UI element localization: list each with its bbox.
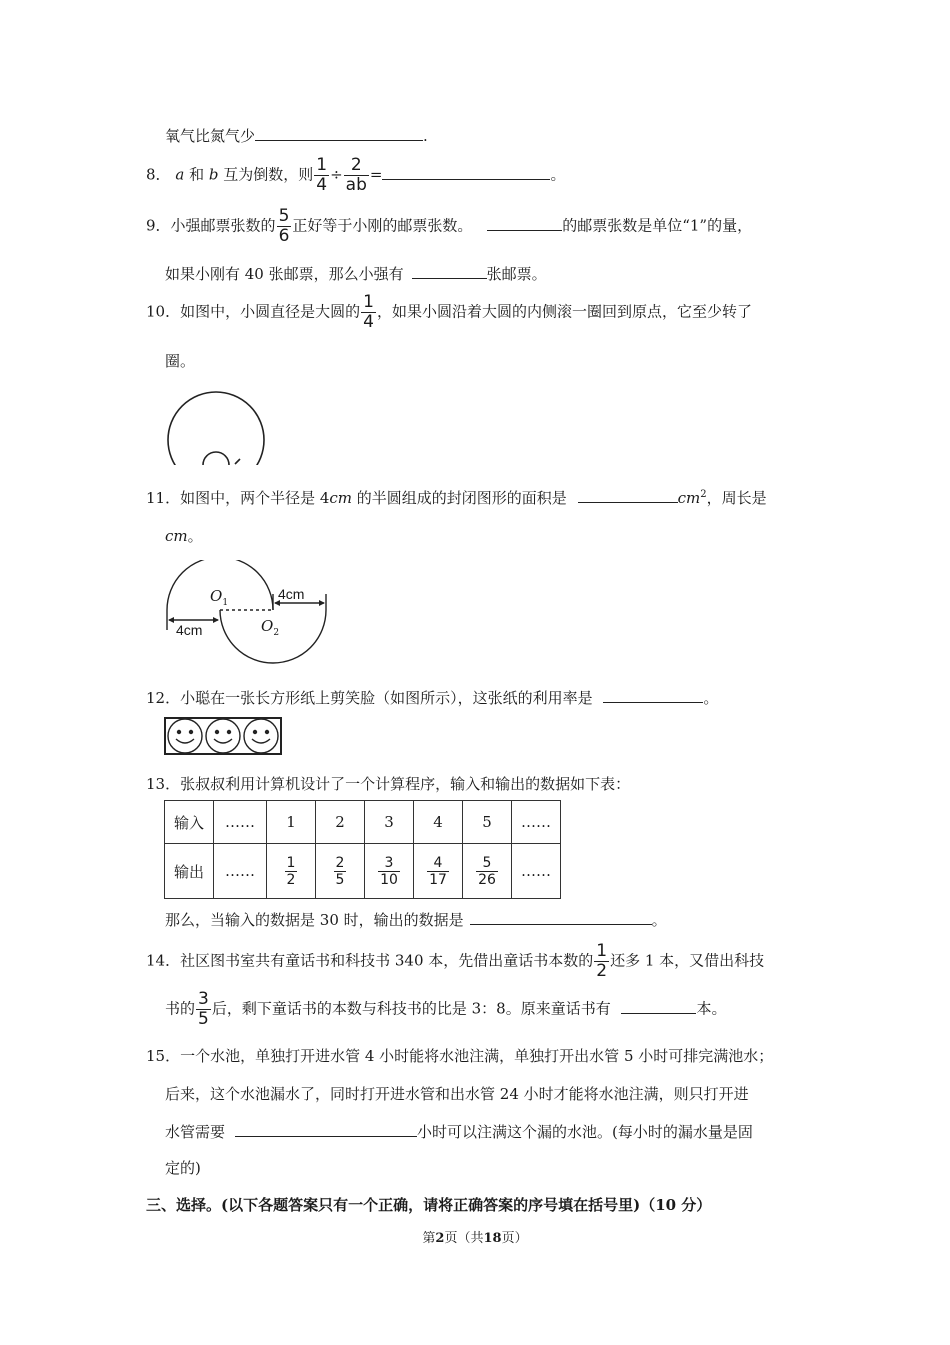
q8-fraction-1 — [314, 156, 329, 195]
q8-end: 。 — [550, 165, 566, 184]
q14-f2-num: 3 — [198, 989, 209, 1009]
q14-fraction-1 — [594, 942, 609, 981]
question-12 — [146, 686, 718, 708]
q13-end: 。 — [651, 911, 667, 929]
q10-f-num: 1 — [363, 292, 374, 312]
q10-text-2: ，如果小圆沿着大圆的内侧滚一圈回到原点，它至少转了 — [376, 302, 752, 321]
footer-post: 页） — [501, 1231, 528, 1246]
output-den: 17 — [429, 871, 447, 888]
input-dots-right: …… — [512, 801, 561, 844]
q8-var-b: b — [208, 165, 219, 184]
q11-semicircles-figure — [160, 560, 330, 670]
q14-number: 14． — [146, 951, 181, 970]
output-den: 5 — [335, 871, 345, 888]
smiley-face-2 — [206, 719, 240, 753]
output-den: 10 — [380, 871, 398, 888]
q14-fraction-2 — [196, 990, 211, 1029]
q9-text-2: 正好等于小刚的邮票张数。 — [292, 216, 473, 235]
q11-unit: cm — [329, 489, 353, 507]
top-dim-label: 4cm — [278, 586, 305, 602]
q8-fraction-2 — [344, 156, 369, 195]
arrow-bl — [168, 617, 174, 623]
q10-circles-figure — [160, 385, 275, 467]
footer-total-pages: 18 — [483, 1231, 502, 1246]
q14-text-4: 后，剩下童话书的本数与科技书的比是 3：8。原来童话书有 — [211, 999, 611, 1018]
q15-answer-blank[interactable] — [235, 1120, 417, 1137]
question-11-line-2 — [165, 525, 203, 546]
q11-figure-drawing — [160, 560, 330, 670]
q8-var-a: a — [175, 165, 185, 184]
output-den: 2 — [286, 871, 296, 888]
q13-number: 13． — [146, 775, 181, 793]
q14-text-1: 社区图书室共有童话书和科技书 340 本，先借出童话书本数的 — [180, 951, 594, 970]
output-num: 4 — [433, 854, 443, 871]
o1-letter: O — [210, 587, 223, 605]
q8-number: 8． — [146, 165, 171, 184]
q9-f-num: 5 — [278, 206, 290, 226]
question-9-line-2 — [165, 262, 547, 284]
q14-answer-blank[interactable] — [621, 997, 696, 1014]
q9-text-3: 的邮票张数是单位“1”的量， — [562, 216, 753, 235]
q11-answer-blank-area[interactable] — [578, 486, 678, 503]
q8-f2-num: 2 — [350, 155, 362, 175]
q14-f1-den: 2 — [596, 961, 608, 981]
question-14 — [146, 942, 764, 981]
output-dots-right: …… — [512, 844, 561, 899]
question-13-line-2 — [165, 908, 667, 930]
output-cell — [316, 844, 365, 899]
q10-text-3: 圈。 — [165, 352, 196, 370]
question-10 — [146, 293, 752, 332]
q15-number: 15． — [146, 1047, 181, 1065]
q8-f1-num: 1 — [316, 155, 328, 175]
arrow-br — [213, 617, 219, 623]
q12-end: 。 — [703, 689, 719, 707]
question-9 — [146, 207, 752, 246]
output-num: 5 — [482, 854, 492, 871]
q8-f2-den: ab — [345, 175, 367, 195]
q14-text-3: 书的 — [165, 999, 196, 1018]
table-row-output — [165, 844, 561, 899]
input-cell: 2 — [316, 801, 365, 844]
output-num: 1 — [286, 854, 296, 871]
q7-answer-blank[interactable] — [255, 124, 423, 141]
output-cell — [414, 844, 463, 899]
output-cell — [267, 844, 316, 899]
question-14-line-2 — [165, 990, 727, 1029]
q14-text-5: 本。 — [696, 999, 727, 1018]
q13-text-2: 那么，当输入的数据是 30 时，输出的数据是 — [165, 911, 464, 929]
smiley-face-3 — [244, 719, 278, 753]
output-cell — [463, 844, 512, 899]
q7-text: 氧气比氮气少 — [165, 127, 256, 145]
output-fraction — [334, 855, 347, 888]
q11-perimeter-unit: cm — [165, 527, 188, 545]
question-13 — [146, 773, 630, 794]
q8-divide: ÷ — [330, 165, 343, 184]
output-fraction — [378, 855, 400, 888]
o2-letter: O — [261, 617, 274, 635]
q15-line-1: 一个水池，单独打开进水管 4 小时能将水池注满，单独打开出水管 5 小时可排完满池水； — [180, 1047, 774, 1065]
small-circle — [203, 452, 229, 467]
output-den: 26 — [478, 871, 496, 888]
input-cell: 3 — [365, 801, 414, 844]
smiley-faces — [166, 719, 280, 753]
q11-area-unit: cm — [677, 489, 701, 507]
q7-end: . — [423, 127, 428, 145]
q10-f-den: 4 — [363, 312, 374, 332]
output-num: 3 — [384, 854, 394, 871]
q9-text-5: 张邮票。 — [486, 265, 547, 283]
q10-fraction — [361, 293, 376, 332]
q9-fraction — [277, 207, 292, 246]
output-dots-left: …… — [214, 844, 267, 899]
question-15 — [146, 1045, 773, 1066]
q11-area-exp: 2 — [700, 489, 707, 500]
footer-mid: 页（共 — [444, 1231, 484, 1246]
q14-f1-num: 1 — [596, 941, 608, 961]
question-8 — [146, 156, 565, 195]
q11-text-3: ，周长是 — [706, 489, 767, 507]
question-11 — [146, 486, 767, 508]
q12-text: 小聪在一张长方形纸上剪笑脸（如图所示），这张纸的利用率是 — [180, 689, 593, 707]
q12-number: 12． — [146, 689, 181, 707]
output-fraction — [285, 855, 298, 888]
q8-f1-den: 4 — [316, 175, 328, 195]
q10-text-1: 如图中，小圆直径是大圆的 — [180, 302, 361, 321]
q12-answer-blank[interactable] — [603, 686, 703, 703]
q11-end: 。 — [187, 527, 203, 545]
q11-text-2: 的半圆组成的封闭图形的面积是 — [352, 489, 567, 507]
input-dots-left: …… — [214, 801, 267, 844]
q13-text: 张叔叔利用计算机设计了一个计算程序，输入和输出的数据如下表： — [180, 775, 631, 793]
table-row-input — [165, 801, 561, 844]
smiley-face-1 — [168, 719, 202, 753]
input-cell: 1 — [267, 801, 316, 844]
q15-line-3a: 水管需要 — [165, 1123, 226, 1141]
q14-f2-den: 5 — [198, 1009, 209, 1029]
question-15-line-3 — [165, 1120, 753, 1142]
q11-text-1: 如图中，两个半径是 4 — [180, 489, 330, 507]
footer-page-number: 2 — [435, 1231, 445, 1246]
q9-text-4: 如果小刚有 40 张邮票，那么小强有 — [165, 265, 404, 283]
page-footer — [0, 1227, 950, 1246]
output-fraction — [427, 855, 449, 888]
q13-io-table — [164, 800, 561, 899]
input-cell: 5 — [463, 801, 512, 844]
o2-label — [261, 617, 279, 638]
circle-marker — [235, 459, 240, 464]
big-circle — [168, 392, 264, 467]
q8-equals: = — [369, 165, 383, 184]
output-label-cell: 输出 — [165, 844, 214, 899]
section-3-heading: 三、选择。(以下各题答案只有一个正确，请将正确答案的序号填在括号里)（10 分） — [146, 1196, 712, 1214]
input-cell: 4 — [414, 801, 463, 844]
q8-answer-blank[interactable] — [382, 163, 550, 180]
o1-sub: 1 — [222, 598, 229, 608]
q9-text-1: 小强邮票张数的 — [170, 216, 276, 235]
q8-text: 互为倒数，则 — [223, 165, 314, 184]
output-num: 2 — [335, 854, 345, 871]
bottom-dim-label: 4cm — [176, 622, 203, 638]
q9-answer-blank-2[interactable] — [412, 262, 487, 279]
q12-paper-rectangle — [164, 717, 282, 755]
q15-line-4: 定的) — [165, 1159, 201, 1177]
q9-f-den: 6 — [278, 226, 290, 246]
q8-and: 和 — [189, 165, 205, 184]
q15-line-2: 后来，这个水池漏水了，同时打开进水管和出水管 24 小时才能将水池注满，则只打开进 — [165, 1085, 749, 1103]
q11-number: 11． — [146, 489, 181, 507]
q9-answer-blank-1[interactable] — [487, 214, 562, 231]
output-cell — [365, 844, 414, 899]
o1-label — [210, 587, 228, 608]
q13-answer-blank[interactable] — [470, 908, 652, 925]
q7-continuation — [165, 124, 428, 146]
footer-pre: 第 — [422, 1231, 436, 1246]
q10-number: 10． — [146, 302, 181, 321]
q14-text-2: 还多 1 本，又借出科技 — [610, 951, 765, 970]
arrow-tr — [319, 600, 325, 606]
input-label-cell: 输入 — [165, 801, 214, 844]
o2-sub: 2 — [273, 628, 280, 638]
q9-number: 9． — [146, 216, 171, 235]
output-fraction — [476, 855, 498, 888]
q15-line-3b: 小时可以注满这个漏的水池。(每小时的漏水量是固 — [417, 1123, 753, 1141]
